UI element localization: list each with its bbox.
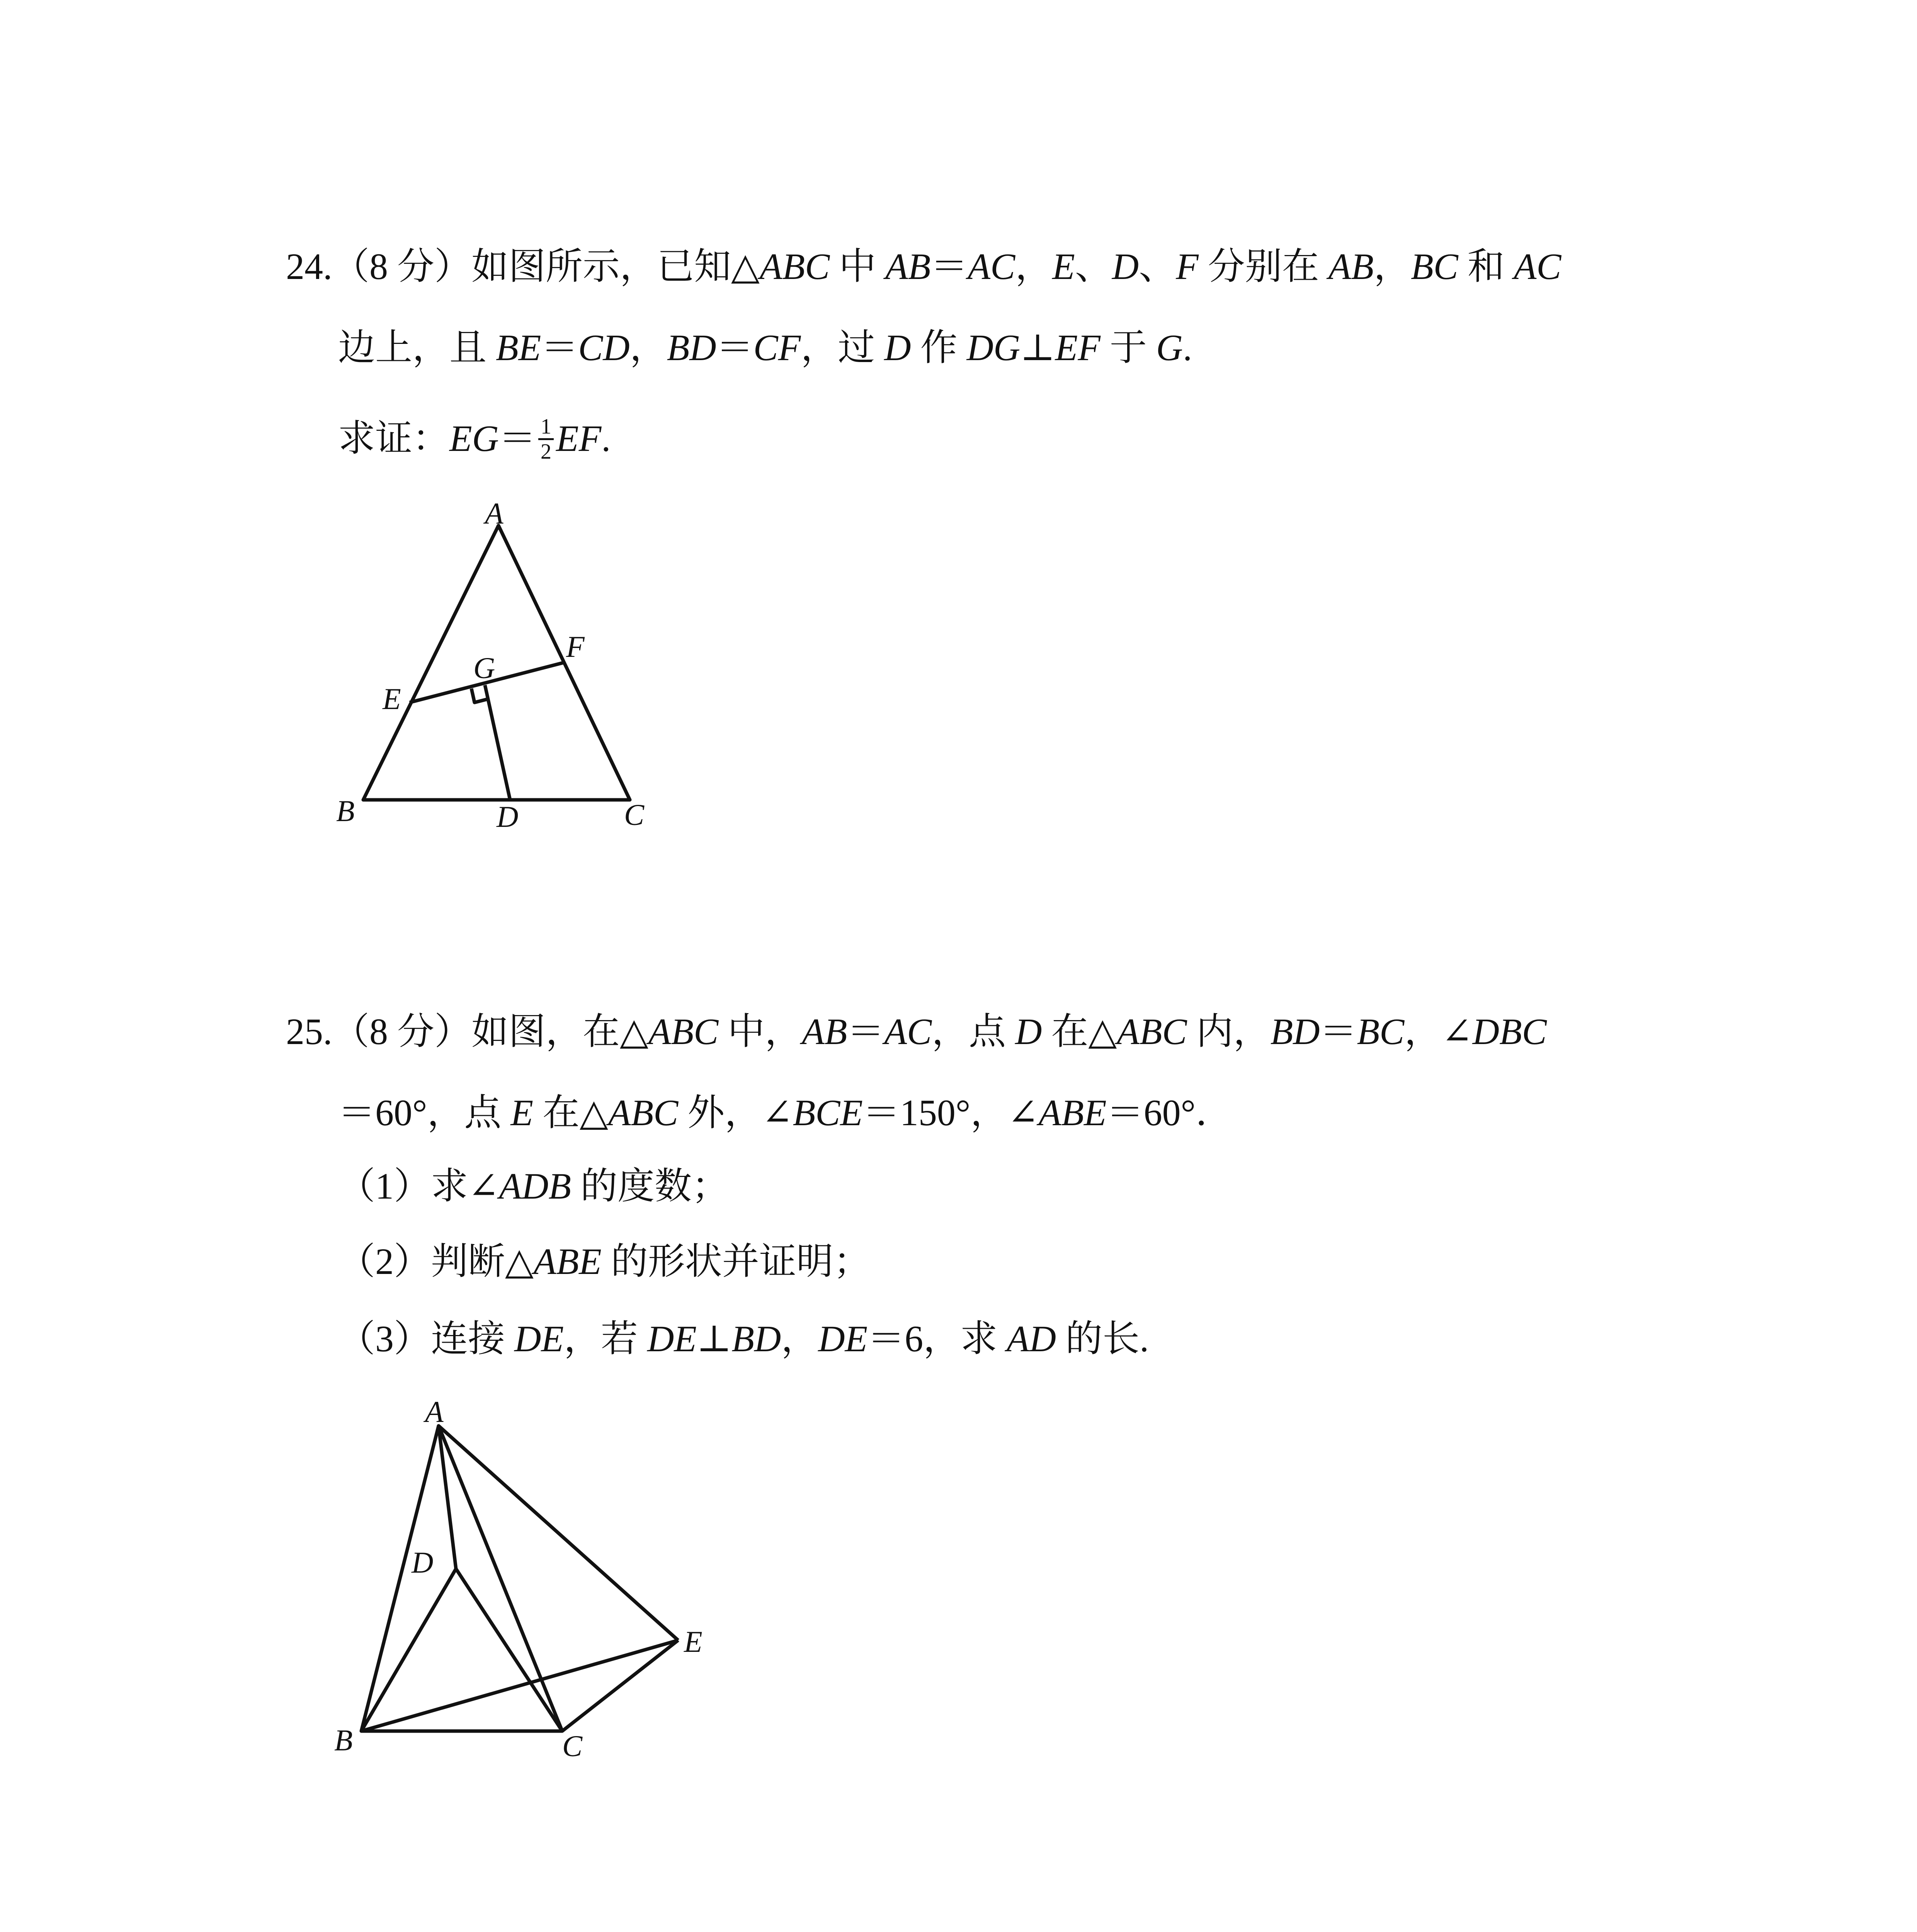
text-run: ⊥ [696,1318,732,1359]
math-variable: E [1052,246,1075,287]
segment-ce [562,1640,678,1731]
text-run: （3）连接 [338,1318,514,1359]
text-run: 分别在 [1198,246,1328,287]
math-variable: AC [884,1011,932,1052]
math-variable: BCE [793,1092,863,1133]
label-a: A [425,1395,444,1429]
text-run: ⊥ [1020,327,1055,368]
q25-score: （8 分） [332,1011,471,1052]
label-c: C [562,1729,583,1763]
math-variable: D [884,327,911,368]
math-variable: AD [1007,1318,1056,1359]
text-run: 外，∠ [678,1092,793,1133]
q25-number: 25 [286,1011,323,1052]
math-variable: BD [731,1318,781,1359]
text-run: . [1183,327,1192,368]
text-run: ， [1015,246,1053,287]
math-variable: AB [885,246,931,287]
text-run: 和 [1458,246,1514,287]
text-run: ＝ [541,327,578,368]
text-run: 如图所示，已知△ [471,246,760,287]
text-run: 的长. [1056,1318,1149,1359]
math-variable: F [1176,246,1199,287]
text-run: 于 [1100,327,1156,368]
math-variable: AC [1514,246,1561,287]
math-variable: ABC [608,1092,679,1133]
math-variable: DE [514,1318,564,1359]
q25-line1: 25.（8 分）如图，在△ABC 中，AB＝AC，点 D 在△ABC 内，BD＝BC，∠DBC [286,1011,1547,1052]
math-variable: EF [1055,327,1101,368]
text-run: ，若 [563,1318,647,1359]
label-e: E [684,1625,703,1658]
label-b: B [334,1723,353,1757]
math-variable: ABC [648,1011,719,1052]
math-variable: AB [1328,246,1374,287]
text-run: ＝60°，点 [338,1092,511,1133]
text-run: 在△ [533,1092,608,1133]
text-run: 在△ [1042,1011,1117,1052]
math-variable: ABE [533,1241,602,1282]
label-g: G [473,651,495,685]
math-variable: G [1156,327,1183,368]
text-run: 中， [718,1011,802,1052]
math-variable: BD [1270,1011,1320,1052]
text-run: 、 [1139,246,1176,287]
label-d: D [412,1546,434,1579]
math-variable: ABC [759,246,830,287]
text-run: 的度数； [571,1165,729,1207]
math-variable: BC [1357,1011,1405,1052]
label-b: B [336,794,355,828]
math-variable: ABE [1038,1092,1107,1133]
text-run: 边上，且 [338,327,496,368]
label-e: E [383,682,401,716]
text-run: （2）判断△ [338,1241,534,1282]
text-run: ＝ [930,246,968,287]
q24-score: （8 分） [332,246,471,287]
text-run: ＝ [716,327,754,368]
text-run: 如图，在△ [471,1011,648,1052]
label-d: D [497,800,519,833]
math-variable: D [1112,246,1139,287]
label-f: F [566,630,585,663]
fraction-one-half: $\frac{1}{2}$ [538,415,554,463]
text-run: 、 [1075,246,1112,287]
text-run: ， [1373,246,1411,287]
text-run: ，∠ [1404,1011,1473,1052]
q24-line1: 24.（8 分）如图所示，已知△ABC 中 AB＝AC，E、D、F 分别在 AB，BC 和 AC [286,246,1561,287]
math-variable: D [1015,1011,1042,1052]
math-variable: CD [578,327,630,368]
math-variable: DE [818,1318,868,1359]
text-run: ＝60°． [1106,1092,1233,1133]
math-variable: AC [968,246,1015,287]
text-run: （1）求∠ [338,1165,499,1207]
math-variable: E [510,1092,534,1133]
text-run: 作 [911,327,967,368]
text-run: ， [629,327,667,368]
math-variable: DBC [1472,1011,1547,1052]
text-run: 的形状并证明； [601,1241,871,1282]
math-variable: DG [966,327,1021,368]
math-variable: ADB [499,1165,572,1207]
label-c: C [624,798,645,832]
math-variable: BE [496,327,541,368]
text-run: 内， [1187,1011,1271,1052]
text-run: ＝150°，∠ [862,1092,1039,1133]
segment-be [361,1640,678,1731]
math-variable: AB [802,1011,847,1052]
q24-prove: 求证：EG＝ $\frac{1}{2}$ EF. [338,415,611,464]
text-run: ， [781,1318,818,1359]
q24-number: 24 [286,246,323,287]
text-run: 中 [830,246,886,287]
math-variable: CF [753,327,801,368]
text-run: ＝6，求 [867,1318,1007,1359]
text-run: ，点 [932,1011,1015,1052]
text-run: ＝ [847,1011,885,1052]
label-a: A [485,497,503,530]
math-variable: BC [1410,246,1458,287]
segment-ae [439,1426,678,1640]
math-variable: ABC [1117,1011,1187,1052]
math-variable: BD [667,327,716,368]
text-run: ，过 [801,327,885,368]
text-run: ＝ [1320,1011,1357,1052]
math-variable: DE [647,1318,697,1359]
segment-dc [456,1569,562,1731]
